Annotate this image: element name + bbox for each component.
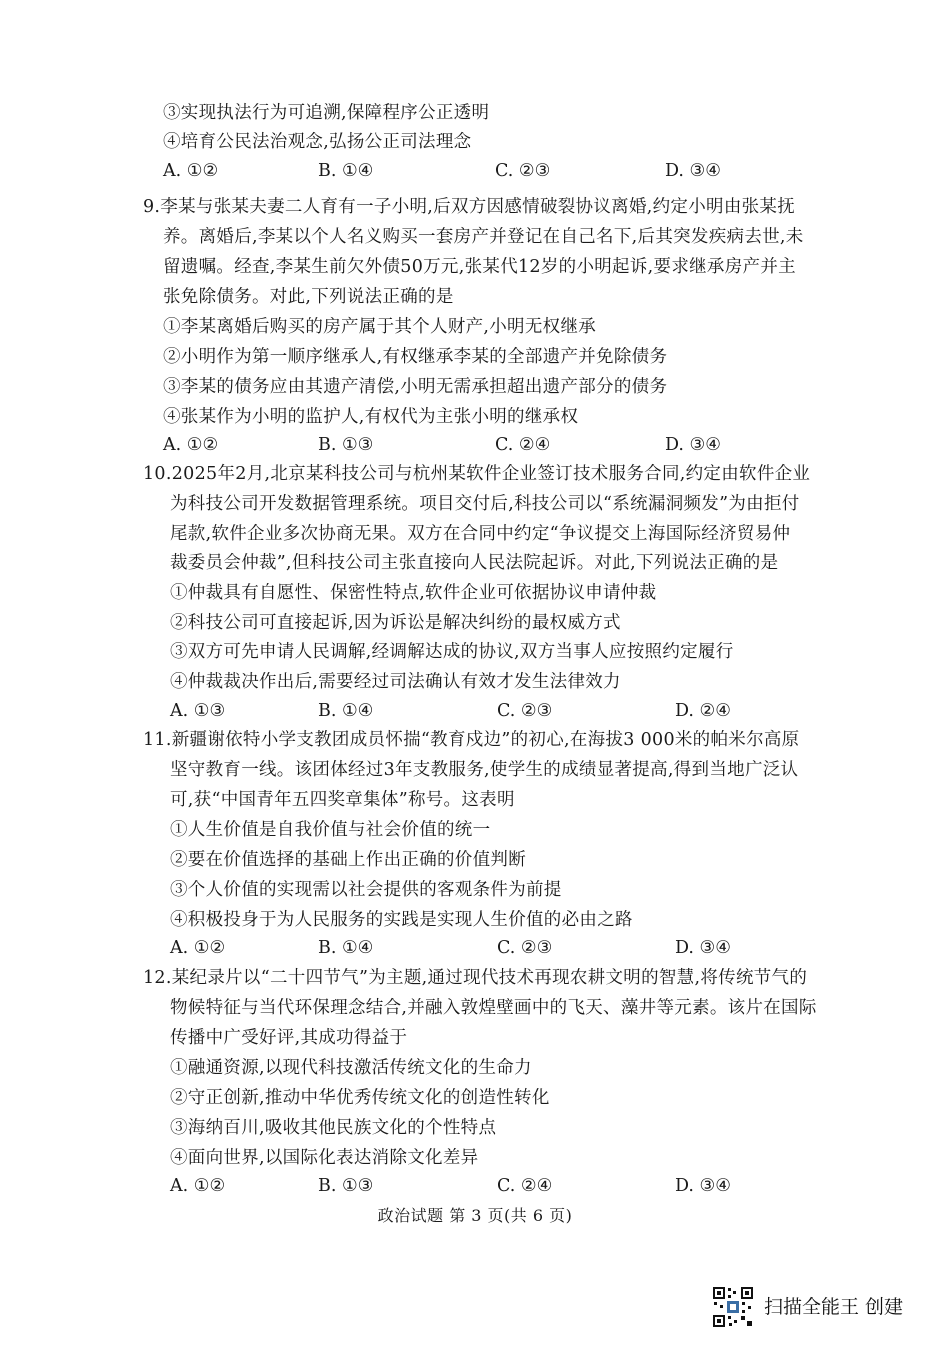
q11-stem-line-2: 坚守教育一线。该团体经过3年支教服务,使学生的成绩显著提高,得到当地广泛认 xyxy=(170,760,799,780)
q9-stem-line-2: 养。离婚后,李某以个人名义购买一套房产并登记在自己名下,后其突发疾病去世,未 xyxy=(163,227,804,247)
q9-stem-line-1: 9.李某与张某夫妻二人育有一子小明,后双方因感情破裂协议离婚,约定小明由张某抚 xyxy=(143,197,796,217)
q10-item-2: ②科技公司可直接起诉,因为诉讼是解决纠纷的最权威方式 xyxy=(170,613,621,633)
q8-item-4: ④培育公民法治观念,弘扬公正司法理念 xyxy=(163,132,472,152)
q12-item-4: ④面向世界,以国际化表达消除文化差异 xyxy=(170,1148,479,1168)
q9-item-2: ②小明作为第一顺序继承人,有权继承李某的全部遗产并免除债务 xyxy=(163,347,668,367)
q8-option-a: A. ①② xyxy=(163,161,219,181)
q10-item-1: ①仲裁具有自愿性、保密性特点,软件企业可依据协议申请仲裁 xyxy=(170,583,657,603)
q10-stem-line-4: 裁委员会仲裁”,但科技公司主张直接向人民法院起诉。对此,下列说法正确的是 xyxy=(170,553,779,573)
q11-option-c: C. ②③ xyxy=(497,938,553,958)
q9-item-1: ①李某离婚后购买的房产属于其个人财产,小明无权继承 xyxy=(163,317,597,337)
q8-item-3: ③实现执法行为可追溯,保障程序公正透明 xyxy=(163,103,490,123)
q12-option-a: A. ①② xyxy=(170,1176,226,1196)
q11-option-d: D. ③④ xyxy=(675,938,731,958)
q10-option-c: C. ②③ xyxy=(497,701,553,721)
q12-item-3: ③海纳百川,吸收其他民族文化的个性特点 xyxy=(170,1118,497,1138)
q10-item-4: ④仲裁裁决作出后,需要经过司法确认有效才发生法律效力 xyxy=(170,672,621,692)
q8-option-b: B. ①④ xyxy=(318,161,374,181)
scanner-brand-text: 扫描全能王 创建 xyxy=(764,1296,904,1318)
q8-option-d: D. ③④ xyxy=(665,161,721,181)
q10-option-b: B. ①④ xyxy=(318,701,374,721)
q9-option-a: A. ①② xyxy=(163,435,219,455)
q9-stem-line-3: 留遗嘱。经查,李某生前欠外债50万元,张某代12岁的小明起诉,要求继承房产并主 xyxy=(163,257,796,277)
q12-option-d: D. ③④ xyxy=(675,1176,731,1196)
q10-option-a: A. ①③ xyxy=(170,701,226,721)
q10-stem-line-1: 10.2025年2月,北京某科技公司与杭州某软件企业签订技术服务合同,约定由软件企业 xyxy=(143,464,811,484)
q9-option-d: D. ③④ xyxy=(665,435,721,455)
q12-item-2: ②守正创新,推动中华优秀传统文化的创造性转化 xyxy=(170,1088,550,1108)
q10-option-d: D. ②④ xyxy=(675,701,731,721)
scanner-watermark xyxy=(712,1286,932,1330)
q10-item-3: ③双方可先申请人民调解,经调解达成的协议,双方当事人应按照约定履行 xyxy=(170,642,734,662)
q11-option-a: A. ①② xyxy=(170,938,226,958)
qr-code-icon xyxy=(712,1286,754,1328)
q11-item-2: ②要在价值选择的基础上作出正确的价值判断 xyxy=(170,850,526,870)
q11-item-4: ④积极投身于为人民服务的实践是实现人生价值的必由之路 xyxy=(170,910,633,930)
q11-option-b: B. ①④ xyxy=(318,938,374,958)
q11-item-3: ③个人价值的实现需以社会提供的客观条件为前提 xyxy=(170,880,562,900)
q12-stem-line-3: 传播中广受好评,其成功得益于 xyxy=(170,1028,408,1048)
q11-stem-line-1: 11.新疆谢依特小学支教团成员怀揣“教育戍边”的初心,在海拔3 000米的帕米尔高原 xyxy=(143,730,800,750)
q9-item-4: ④张某作为小明的监护人,有权代为主张小明的继承权 xyxy=(163,407,579,427)
q9-option-b: B. ①③ xyxy=(318,435,374,455)
q12-item-1: ①融通资源,以现代科技激活传统文化的生命力 xyxy=(170,1058,532,1078)
q10-stem-line-3: 尾款,软件企业多次协商无果。双方在合同中约定“争议提交上海国际经济贸易仲 xyxy=(170,524,791,544)
q12-stem-line-1: 12.某纪录片以“二十四节气”为主题,通过现代技术再现农耕文明的智慧,将传统节气的 xyxy=(143,968,808,988)
q9-option-c: C. ②④ xyxy=(495,435,551,455)
q8-option-c: C. ②③ xyxy=(495,161,551,181)
q9-stem-line-4: 张免除债务。对此,下列说法正确的是 xyxy=(163,287,454,307)
q11-item-1: ①人生价值是自我价值与社会价值的统一 xyxy=(170,820,491,840)
q12-stem-line-2: 物候特征与当代环保理念结合,并融入敦煌壁画中的飞天、藻井等元素。该片在国际 xyxy=(170,998,817,1018)
q12-option-c: C. ②④ xyxy=(497,1176,553,1196)
q11-stem-line-3: 可,获“中国青年五四奖章集体”称号。这表明 xyxy=(170,790,515,810)
q12-option-b: B. ①③ xyxy=(318,1176,374,1196)
q9-item-3: ③李某的债务应由其遗产清偿,小明无需承担超出遗产部分的债务 xyxy=(163,377,668,397)
page-footer: 政治试题 第 3 页(共 6 页) xyxy=(377,1206,573,1225)
q10-stem-line-2: 为科技公司开发数据管理系统。项目交付后,科技公司以“系统漏洞频发”为由拒付 xyxy=(170,494,800,514)
